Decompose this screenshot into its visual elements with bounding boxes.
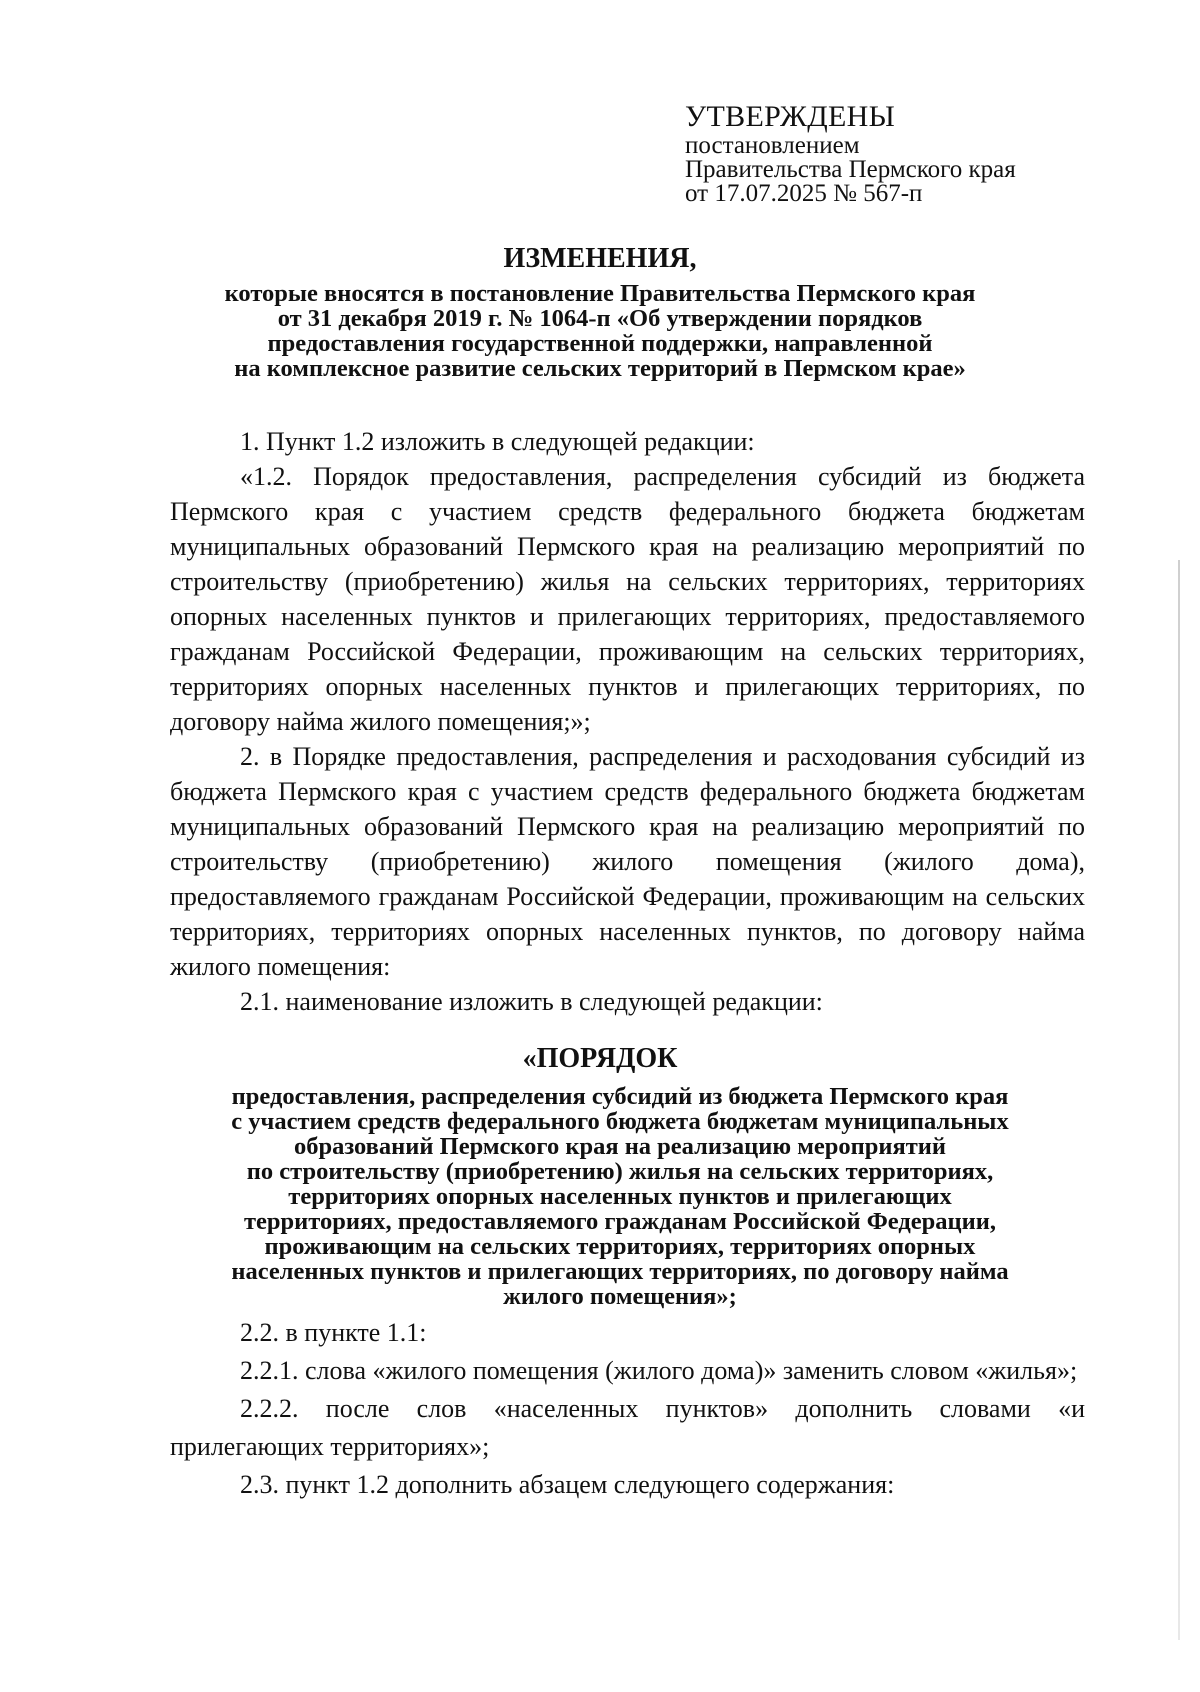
document-subtitle <box>150 281 1050 381</box>
paragraph: 1. Пункт 1.2 изложить в следующей редакции: <box>240 427 755 456</box>
poryadok-title: «ПОРЯДОК <box>522 1043 678 1074</box>
document-title: ИЗМЕНЕНИЯ, <box>503 243 697 274</box>
body-section-2 <box>170 1314 1085 1504</box>
paragraph: 2.2.2. после слов «населенных пунктов» дополнить словами «и прилегающих территориях»; <box>170 1394 1085 1461</box>
body-section-1 <box>170 424 1085 1019</box>
subtitle-line: территориях, предоставляемого гражданам Российской Федерации, <box>244 1208 996 1235</box>
subtitle-line: с участием средств федерального бюджета бюджетам муниципальных <box>231 1108 1009 1135</box>
subtitle-line: по строительству (приобретению) жилья на сельских территориях, <box>246 1158 994 1185</box>
paragraph: 2.1. наименование изложить в следующей редакции: <box>240 987 823 1016</box>
approval-line: Правительства Пермского края <box>685 156 1016 183</box>
approval-title: УТВЕРЖДЕНЫ <box>685 100 896 133</box>
subtitle-line: предоставления государственной поддержки, направленной <box>267 330 933 357</box>
paragraph: 2.2. в пункте 1.1: <box>240 1318 427 1347</box>
subtitle-line: населенных пунктов и прилегающих территориях, по договору найма <box>231 1258 1009 1285</box>
subtitle-line: образований Пермского края на реализацию мероприятий <box>293 1133 947 1160</box>
paragraph: 2.2.1. слова «жилого помещения (жилого дома)» заменить словом «жилья»; <box>240 1356 1078 1385</box>
approval-date: от 17.07.2025 № 567-п <box>685 180 923 207</box>
paragraph: 2. в Порядке предоставления, распределения и расходования субсидий из бюджета Пермского края с участием средств федерального бюджета бюджетам муниципальных образований Пермского края на реализацию мероприятий по строительству (приобретению) жилого помещения (жилого дома), предоставляемого гражданам Российской Федерации, проживающим на сельских территориях, территориях опорных населенных пунктов, по договору найма жилого помещения: <box>170 742 1085 981</box>
approval-line: постановлением <box>685 132 860 159</box>
paragraph: «1.2. Порядок предоставления, распределения субсидий из бюджета Пермского края с участием средств федерального бюджета бюджетам муниципальных образований Пермского края на реализацию мероприятий по строительству (приобретению) жилья на сельских территориях, территориях опорных населенных пунктов и прилегающих территориях, предоставляемого гражданам Российской Федерации, проживающим на сельских территориях, территориях опорных населенных пунктов и прилегающих территориях, по договору найма жилого помещения;»; <box>170 462 1085 736</box>
subtitle-line: предоставления, распределения субсидий из бюджета Пермского края <box>231 1083 1009 1110</box>
subtitle-line: жилого помещения»; <box>503 1283 737 1310</box>
approval-stamp <box>685 100 1165 206</box>
subtitle-line: на комплексное развитие сельских территорий в Пермском крае» <box>234 355 966 382</box>
scan-edge-mark <box>1178 560 1180 1640</box>
subtitle-line: которые вносятся в постановление Правительства Пермского края <box>224 280 976 307</box>
subtitle-line: проживающим на сельских территориях, территориях опорных <box>264 1233 976 1260</box>
subtitle-line: территориях опорных населенных пунктов и прилегающих <box>288 1183 952 1210</box>
subtitle-line: от 31 декабря 2019 г. № 1064-п «Об утверждении порядков <box>277 305 923 332</box>
paragraph: 2.3. пункт 1.2 дополнить абзацем следующего содержания: <box>240 1470 895 1499</box>
poryadok-subtitle <box>160 1084 1080 1309</box>
